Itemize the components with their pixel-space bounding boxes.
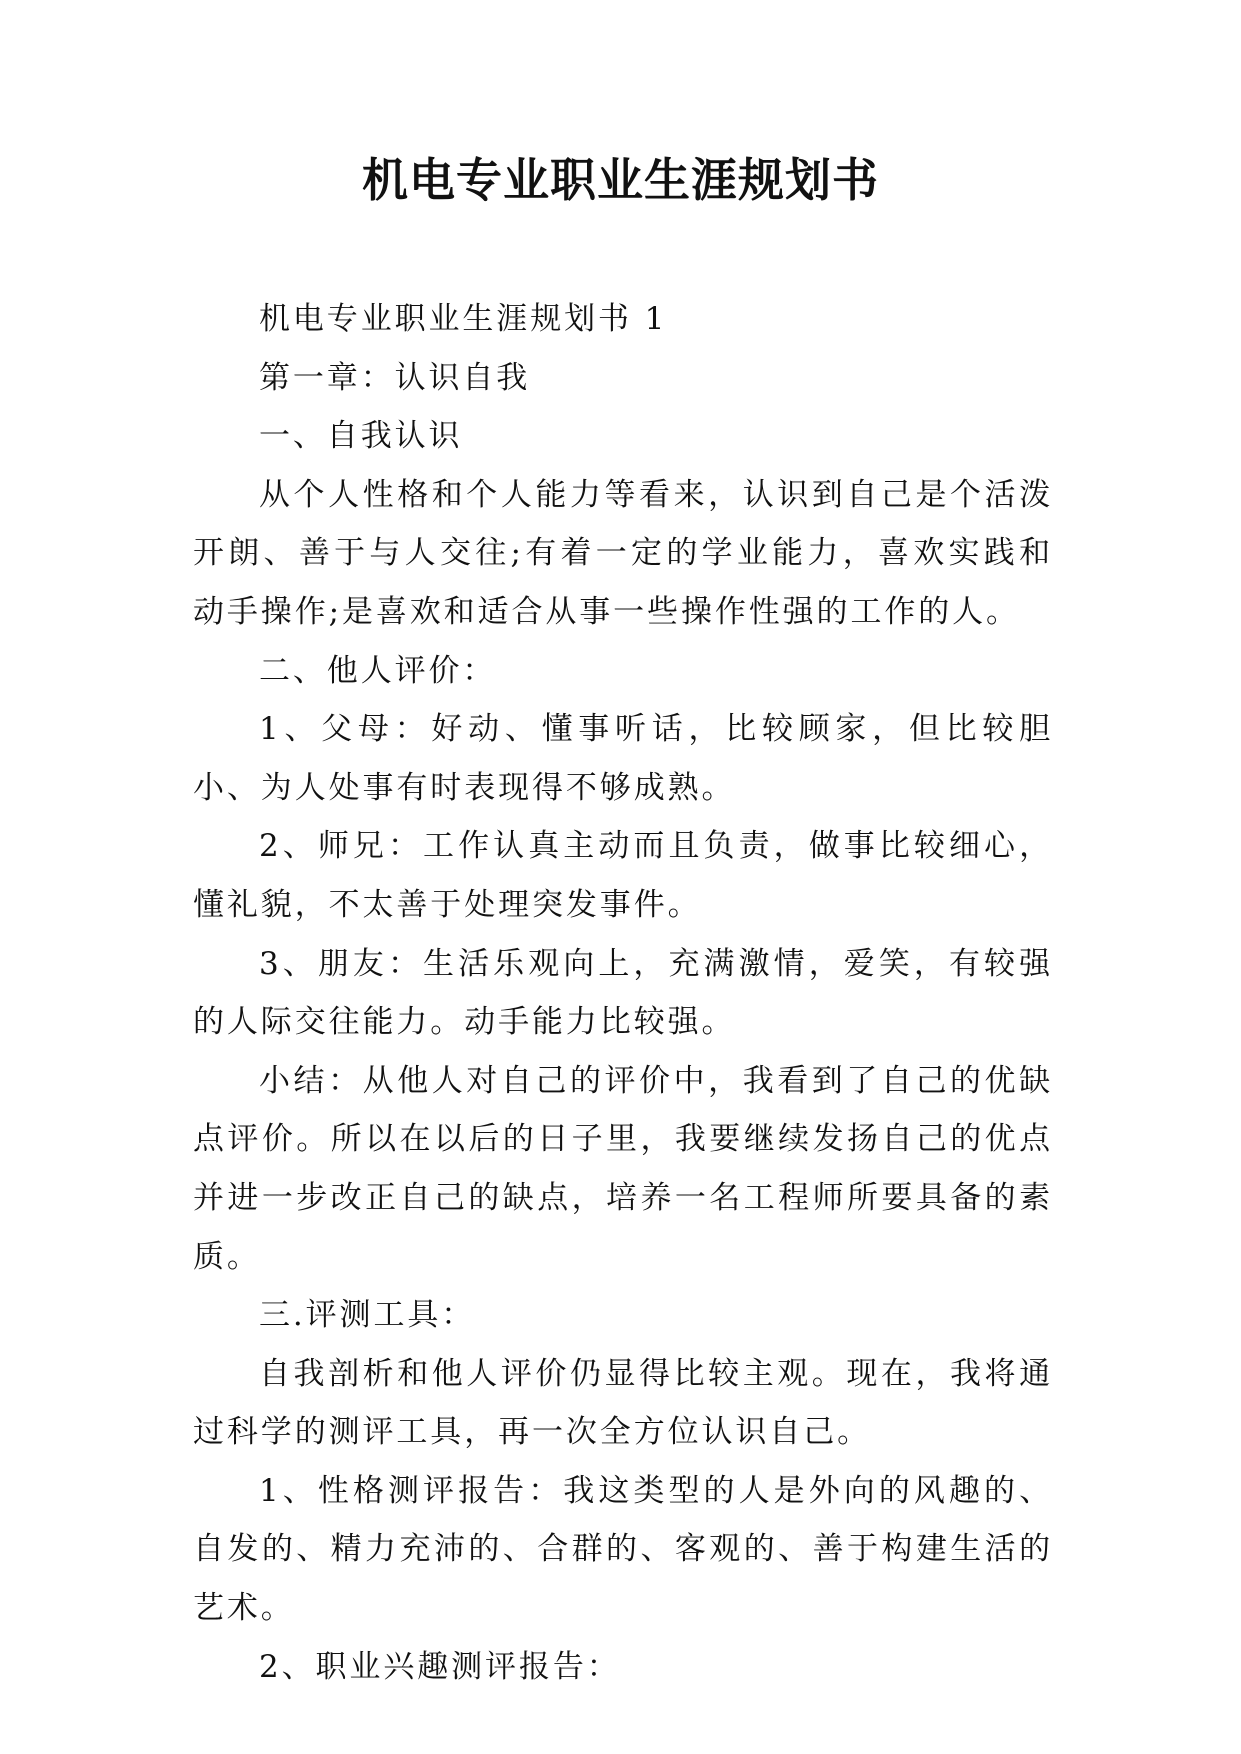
- subtitle-paragraph: 机电专业职业生涯规划书 1: [259, 301, 668, 337]
- body-paragraph: 2、职业兴趣测评报告：: [259, 1648, 621, 1685]
- body-paragraph: 自我剖析和他人评价仍显得比较主观。现在，我将通过科学的测评工具，再一次全方位认识自己。: [193, 1355, 1053, 1451]
- chapter-heading: 第一章：认识自我: [259, 359, 531, 396]
- section-heading: 三.评测工具：: [259, 1297, 476, 1334]
- section-heading: 二、他人评价：: [259, 652, 497, 689]
- section-heading: 一、自我认识: [259, 418, 463, 455]
- body-paragraph: 3、朋友：生活乐观向上，充满激情，爱笑，有较强的人际交往能力。动手能力比较强。: [193, 945, 1053, 1041]
- body-paragraph: 1、父母：好动、懂事听话，比较顾家，但比较胆小、为人处事有时表现得不够成熟。: [193, 711, 1053, 806]
- body-paragraph: 2、师兄：工作认真主动而且负责，做事比较细心，懂礼貌，不太善于处理突发事件。: [193, 828, 1053, 923]
- body-paragraph: 1、性格测评报告：我这类型的人是外向的风趣的、自发的、精力充沛的、合群的、客观的、善于构建生活的艺术。: [193, 1472, 1053, 1627]
- document-body: [193, 290, 1053, 1696]
- body-paragraph: 从个人性格和个人能力等看来，认识到自己是个活泼开朗、善于与人交往;有着一定的学业能力，喜欢实践和动手操作;是喜欢和适合从事一些操作性强的工作的人。: [193, 476, 1053, 630]
- body-paragraph: 小结：从他人对自己的评价中，我看到了自己的优缺点评价。所以在以后的日子里，我要继续发扬自己的优点并进一步改正自己的缺点，培养一名工程师所要具备的素质。: [193, 1062, 1053, 1275]
- document-title: 机电专业职业生涯规划书: [362, 153, 879, 207]
